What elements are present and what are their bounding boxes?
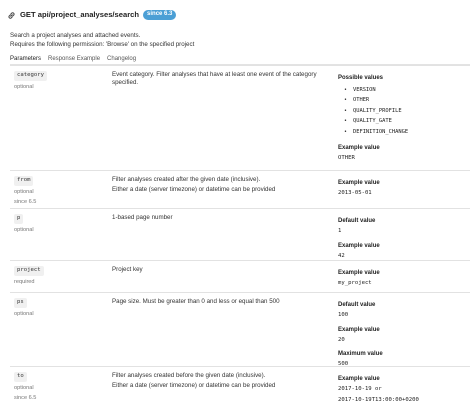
param-description [112, 298, 334, 308]
param-name: from [14, 176, 33, 186]
param-description [112, 372, 334, 393]
param-description-line: Event category. Filter analyses that have at least one event of the category specified. [112, 71, 317, 87]
param-name: ps [14, 298, 27, 308]
param-row-category [10, 65, 470, 170]
link-icon[interactable] [7, 11, 16, 20]
param-description-line: Either a date (server timezone) or datetime can be provided [112, 382, 276, 390]
tab-response-example[interactable]: Response Example [48, 56, 101, 62]
param-description-line: Either a date (server timezone) or datetime can be provided [112, 186, 276, 194]
example-value: 42 [338, 252, 345, 259]
param-name: p [14, 214, 23, 224]
param-name-cell [14, 214, 94, 234]
example-value-title: Example value [338, 270, 380, 276]
possible-value: • QUALITY_GATE [344, 117, 468, 128]
since-badge: since 6.3 [143, 10, 176, 20]
param-description-line: 1-based page number [112, 214, 173, 221]
param-name-cell [14, 71, 94, 91]
param-name: project [14, 266, 44, 276]
param-values [338, 298, 468, 369]
endpoint-description [10, 32, 194, 50]
param-name-cell [14, 298, 94, 318]
possible-value: • VERSION [344, 85, 468, 96]
possible-value: • QUALITY_PROFILE [344, 106, 468, 117]
example-value-title: Example value [338, 376, 380, 382]
param-description-line: Project key [112, 266, 143, 273]
example-value: 2017-10-19 or [338, 386, 382, 393]
possible-values-title: Possible values [338, 75, 384, 81]
param-name-cell [14, 266, 94, 286]
param-row-p [10, 208, 470, 260]
param-meta: optional [14, 83, 34, 90]
possible-value: • OTHER [344, 96, 468, 107]
default-value: 100 [338, 312, 349, 319]
param-name-cell [14, 176, 94, 207]
tab-parameters[interactable]: Parameters [10, 55, 41, 66]
param-values [338, 71, 468, 162]
description-line: Search a project analyses and attached events. [10, 32, 141, 39]
example-value: 20 [338, 336, 345, 343]
param-row-ps [10, 292, 470, 366]
param-meta: required [14, 278, 35, 285]
param-meta: since 6.5 [14, 395, 37, 402]
param-description-line: Filter analyses created after the given date (inclusive). [112, 176, 261, 183]
param-description [112, 176, 334, 197]
description-line: Requires the following permission: 'Browse' on the specified project [10, 41, 195, 48]
param-description [112, 71, 334, 90]
possible-value: • DEFINITION_CHANGE [344, 127, 468, 138]
default-value-title: Default value [338, 218, 376, 224]
param-row-to [10, 366, 470, 414]
example-value-title: Example value [338, 180, 380, 186]
default-value-title: Default value [338, 302, 376, 308]
param-row-project [10, 260, 470, 292]
param-description-line: Page size. Must be greater than 0 and less or equal than 500 [112, 298, 280, 305]
param-values [338, 266, 468, 288]
param-meta: since 6.5 [14, 199, 37, 206]
param-meta: optional [14, 226, 34, 233]
example-value: my_project [338, 280, 372, 287]
endpoint-header [7, 9, 176, 21]
example-value-title: Example value [338, 242, 380, 249]
example-value: 2013-05-01 [338, 190, 372, 197]
maximum-value: 500 [338, 361, 349, 368]
example-value: OTHER [338, 154, 355, 161]
example-value-title: Example value [338, 326, 380, 333]
param-name: to [14, 372, 27, 382]
endpoint-title: GET api/project_analyses/search [20, 9, 140, 19]
param-values [338, 214, 468, 260]
param-meta: optional [14, 310, 34, 317]
param-meta: optional [14, 188, 34, 195]
example-value-title: Example value [338, 144, 380, 151]
param-description [112, 266, 334, 276]
possible-values-list [344, 85, 468, 138]
param-description-line: Filter analyses created before the given date (inclusive). [112, 372, 266, 379]
tab-changelog[interactable]: Changelog [107, 56, 137, 62]
param-values [338, 372, 468, 404]
default-value: 1 [338, 228, 342, 235]
param-row-from [10, 170, 470, 208]
param-meta: optional [14, 384, 34, 391]
param-values [338, 176, 468, 198]
param-name: category [14, 71, 47, 81]
param-description [112, 214, 334, 224]
param-name-cell [14, 372, 94, 403]
example-value: 2017-10-19T13:00:00+0200 [338, 396, 419, 403]
maximum-value-title: Maximum value [338, 351, 383, 358]
